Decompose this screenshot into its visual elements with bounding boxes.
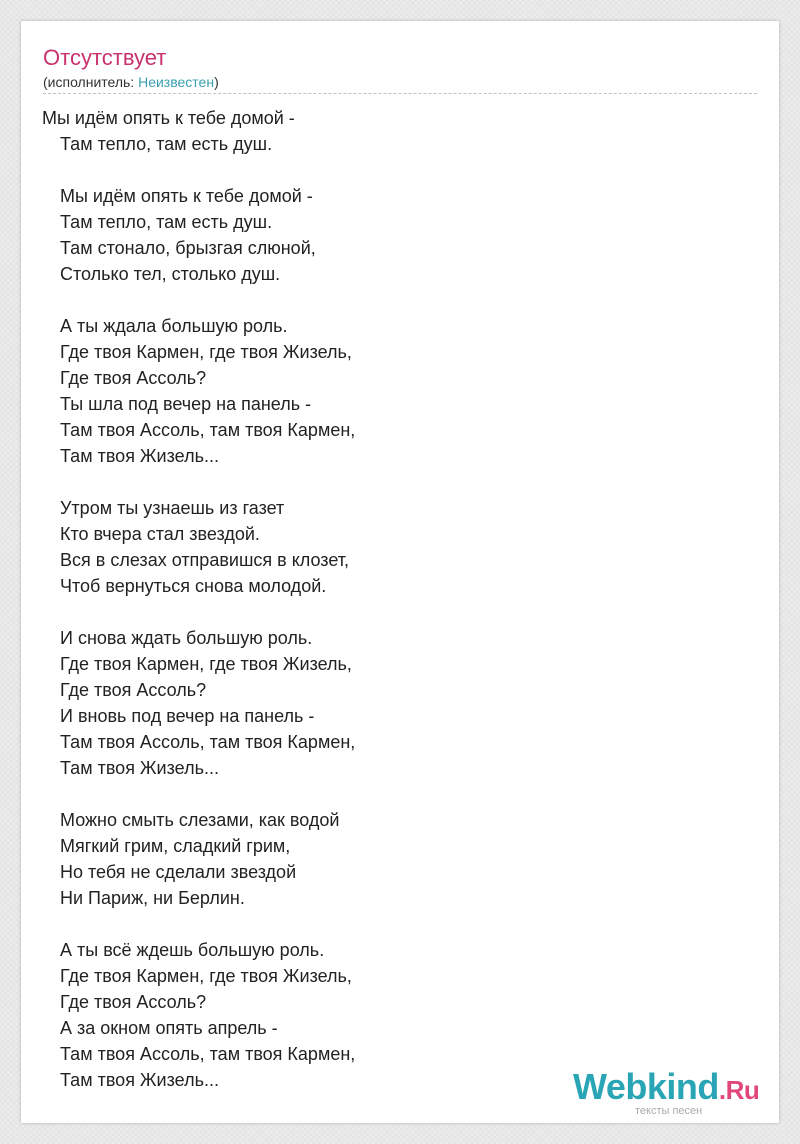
lyric-line: Там тепло, там есть душ. [60, 134, 273, 154]
site-logo[interactable] [573, 1067, 773, 1117]
lyric-line: Где твоя Кармен, где твоя Жизель, [60, 654, 352, 674]
lyric-line: Но тебя не сделали звездой [60, 862, 297, 882]
lyric-line: Кто вчера стал звездой. [60, 524, 260, 544]
lyric-line: Там твоя Ассоль, там твоя Кармен, [60, 1044, 356, 1064]
lyric-line: Где твоя Ассоль? [60, 992, 207, 1012]
lyric-line: А ты ждала большую роль. [60, 316, 288, 336]
lyric-line: И вновь под вечер на панель - [60, 706, 315, 726]
lyrics-text [42, 105, 762, 1093]
lyric-line: Мягкий грим, сладкий грим, [60, 836, 291, 856]
lyric-line: Там твоя Жизель... [60, 1070, 219, 1090]
lyric-line: А за окном опять апрель - [60, 1018, 278, 1038]
song-title: Отсутствует [43, 45, 167, 70]
lyric-line: Там стонало, брызгая слюной, [60, 238, 316, 258]
logo-tagline: тексты песен [635, 1105, 703, 1117]
lyric-line: Утром ты узнаешь из газет [60, 498, 285, 518]
lyric-line: Где твоя Ассоль? [60, 680, 207, 700]
lyric-line: Вся в слезах отправишся в клозет, [60, 550, 350, 570]
title-divider [43, 93, 757, 94]
lyric-line: Там твоя Жизель... [60, 446, 219, 466]
stanza-break [42, 911, 762, 937]
lyric-line: Мы идём опять к тебе домой - [42, 108, 295, 128]
lyric-line: Где твоя Ассоль? [60, 368, 207, 388]
logo-domain: .Ru [718, 1075, 760, 1105]
lyric-line: Можно смыть слезами, как водой [60, 810, 340, 830]
stanza-break [42, 469, 762, 495]
stanza-break [42, 599, 762, 625]
lyric-line: Мы идём опять к тебе домой - [60, 186, 313, 206]
lyric-line: Там тепло, там есть душ. [60, 212, 273, 232]
stanza-break [42, 781, 762, 807]
artist-line [43, 73, 219, 91]
lyric-line: Ни Париж, ни Берлин. [60, 888, 245, 908]
lyric-line: Чтоб вернуться снова молодой. [60, 576, 327, 596]
lyric-line: Где твоя Кармен, где твоя Жизель, [60, 342, 352, 362]
lyric-line: И снова ждать большую роль. [60, 628, 313, 648]
lyric-line: А ты всё ждешь большую роль. [60, 940, 325, 960]
artist-link[interactable]: Неизвестен [138, 74, 215, 90]
lyric-line: Столько тел, столько душ. [60, 264, 281, 284]
lyric-line: Там твоя Жизель... [60, 758, 219, 778]
lyric-line: Где твоя Кармен, где твоя Жизель, [60, 966, 352, 986]
lyric-line: Там твоя Ассоль, там твоя Кармен, [60, 732, 356, 752]
stanza-break [42, 157, 762, 183]
lyric-line: Ты шла под вечер на панель - [60, 394, 312, 414]
logo-wordmark [573, 1067, 759, 1110]
logo-main-text: Webkind [573, 1066, 719, 1107]
stanza-break [42, 287, 762, 313]
lyric-line: Там твоя Ассоль, там твоя Кармен, [60, 420, 356, 440]
lyrics-page [21, 21, 779, 1123]
artist-suffix: ) [214, 74, 219, 90]
artist-prefix: (исполнитель: [43, 74, 139, 90]
